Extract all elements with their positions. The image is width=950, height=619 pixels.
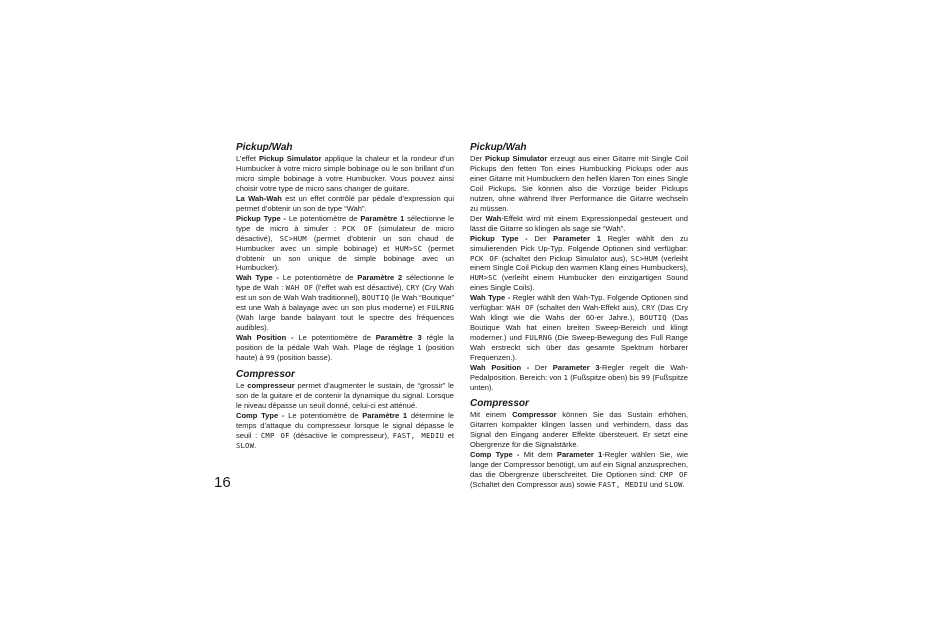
- wah-type-de: Wah Type - Regler wählt den Wah-Typ. Folgende Optionen sind verfügbar: WAH OF (schaltet den Wah-Effekt aus), CRY (Das Cry Wah klingt wie die Wahs der 60-er Jahre.), BOUTIQ (Das Boutique Wah hat einen breiten Sweep-Bereich und klingt moderner.) und FULRNG (Die Sweep-Bewegung des Full Range Wah erstreckt sich über das gesamte Spektrum hörbarer Frequenzen.).: [470, 293, 688, 363]
- compressor-intro-fr: Le compresseur permet d’augmenter le sustain, de “grossir” le son de la guitare et de contenir la dynamique du signal. Lorsque le niveau dépasse un seuil donné, celui-ci est atténué.: [236, 381, 454, 410]
- pickup-intro-de: Der Pickup Simulator erzeugt aus einer Gitarre mit Single Coil Pickups den fetten Ton eines Humbucking Pickups oder aus einer Gitarre mit Humbuckern den hellen klaren Ton eines Single Coil Pickups. Sie können also die Vorzüge beider Pickups nutzen, ohne während Ihrer Performance die Gitarre wechseln zu müssen.: [470, 154, 689, 213]
- compressor-heading-de: Compressor: [470, 397, 529, 409]
- pickup-type-de: Pickup Type - Der Parameter 1 Regler wählt den zu simulierenden Pick Up-Typ. Folgende Optionen sind verfügbar: PCK OF (schaltet den Pickup Simulator aus), SC>HUM (verleiht einem Single Coil Pickup den warmen Klang eines Humbuckers), HUM>SC (verleiht einem Humbucker den einzigartigen Sound eines Single Coils).: [470, 233, 688, 293]
- compressor-intro-de: Mit einem Compressor können Sie das Sustain erhöhen, Gitarren kompakter klingen lassen und verhindern, dass das Signal den Eingang anderer Effekte übersteuert. Er setzt eine Obergrenze für die Signalstärke.: [470, 409, 688, 449]
- compressor-heading-fr: Compressor: [236, 369, 295, 381]
- comp-type-de: Comp Type - Mit dem Parameter 1-Regler wählen Sie, wie lange der Compressor benötigt, um auf ein Signal anzusprechen, das die Obergrenze überschreitet. Die Optionen sind: CMP OF (Schaltet den Compressor aus) sowie FAST, MEDIU und SLOW.: [470, 449, 689, 489]
- wah-intro-de: Der Wah-Effekt wird mit einem Expressionpedal gesteuert und lässt die Gitarre so klingen als sage sie “Wah”.: [470, 213, 688, 233]
- pickup-wah-heading-fr: Pickup/Wah: [236, 142, 293, 153]
- wah-position-de: Wah Position - Der Parameter 3-Regler regelt die Wah-Pedalposition. Bereich: von 1 (Fußspitze oben) bis 99 (Fußspitze unten).: [470, 363, 689, 392]
- wah-type-fr: Wah Type - Le potentiomètre de Paramètre 2 sélectionne le type de Wah : WAH OF (l’effet wah est désactivé), CRY (Cry Wah est un son de Wah Wah traditionnel), BOUTIQ (le Wah “Boutique” est une Wah à balayage avec un son plus moderne) et FULRNG (Wah large bande balayant tout le spectre des fréquences audibles).: [236, 273, 455, 333]
- comp-type-fr: Comp Type - Le potentiomètre de Paramètre 1 détermine le temps d’attaque du compresseur lorsque le signal dépasse le seuil : CMP OF (désactive le compresseur), FAST, MEDIU et SLOW.: [236, 410, 454, 450]
- german-column: [470, 141, 688, 490]
- wah-intro-fr: La Wah-Wah est un effet contrôlé par pédale d’expression qui permet d’obtenir un son de type “Wah”.: [236, 193, 454, 213]
- wah-position-fr: Wah Position - Le potentiomètre de Paramètre 3 règle la position de la pédale Wah Wah. Plage de réglage 1 (position haute) à 99 (position basse).: [236, 333, 454, 363]
- pickup-wah-heading-de: Pickup/Wah: [470, 142, 527, 153]
- page-number: 16: [214, 474, 231, 491]
- pickup-intro-fr: L’effet Pickup Simulator applique la chaleur et la rondeur d’un Humbucker à votre micro simple bobinage ou le son brillant d’un micro simple bobinage à votre Humbucker. Vous pouvez ainsi choisir votre type de micro sans changer de guitare.: [236, 154, 454, 193]
- pickup-type-fr: Pickup Type - Le potentiomètre de Paramètre 1 sélectionne le type de micro à simuler : PCK OF (simulateur de micro désactivé), SC>HUM (permet d’obtenir un son chaud de Humbucker avec un simple bobinage) et HUM>SC (permet d’obtenir un son unique de simple bobinage avec un Humbucker).: [236, 213, 455, 273]
- french-column: [236, 141, 454, 451]
